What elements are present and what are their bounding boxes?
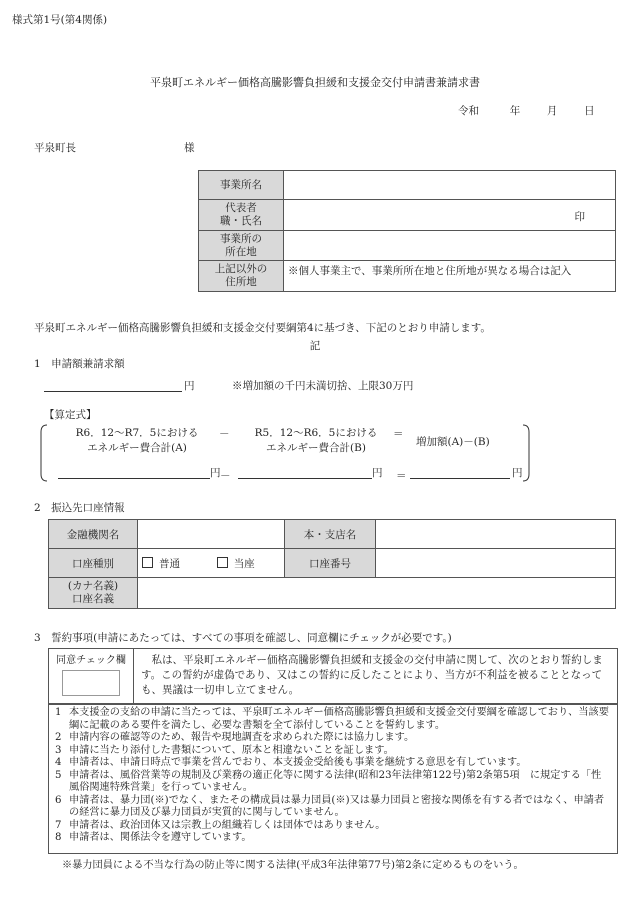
pledge-items-box [48,704,618,854]
date-day: 日 [584,105,595,117]
result-input[interactable] [410,478,510,479]
agree-label: 同意チェック欄 [56,655,126,666]
date-year: 年 [509,105,521,117]
amount-yen: 円 [184,380,195,392]
bracket-right [522,424,530,482]
intro-text: 平泉町エネルギー価格高騰影響負担緩和支援金交付要綱第4に基づき、下記のとおり申請します。 [34,322,491,334]
section3-heading: 3 誓約事項(申請にあたっては、すべての事項を確認し、同意欄にチェックが必要です。) [34,632,452,644]
result-label: 増加額(A)－(B) [416,436,490,448]
formula-title: 【算定式】 [44,409,97,421]
equals-sign: ＝ [393,428,404,440]
field-account-type [138,549,285,578]
result-yen: 円 [512,467,523,479]
list-item: 3 申請に当たり添付した書類について、原本と相違ないことを証します。 [55,744,394,756]
agree-checkbox[interactable] [62,670,120,696]
field-bank-name[interactable] [138,520,285,549]
seal-mark: 印 [574,211,585,223]
ki-mark: 記 [309,340,321,352]
label-bank-name: 金融機関名 [49,520,138,549]
date-month: 月 [546,105,558,117]
page-title: 平泉町エネルギー価格高騰影響負担緩和支援金交付申請書兼請求書 [150,76,480,89]
addressee-name: 平泉町長 [34,142,76,154]
amount-note: ※増加額の千円未満切捨、上限30万円 [232,380,414,392]
addressee-honorific: 様 [184,142,195,154]
minus-sign: － [219,428,230,440]
list-item: 4 申請者は、申請日時点で事業を営んでおり、本支援金受給後も事業を継続する意思を有しています。 [55,757,527,768]
label-office-address: 事業所の 所在地 [199,231,284,261]
field-representative[interactable] [284,200,616,231]
label-branch-name: 本・支店名 [285,520,376,549]
term-a-yen: 円 [210,467,221,479]
term-b-input[interactable] [238,478,372,479]
form-number: 様式第1号(第4関係) [12,14,108,26]
field-home-address[interactable]: ※個人事業主で、事業所所在地と住所地が異なる場合は記入 [284,261,616,292]
label-account-number: 口座番号 [285,549,376,578]
term-a-label: R6．12〜R7．5における エネルギー費合計(A) [75,427,199,454]
pledge-box [48,648,618,704]
equals-sign-2: ＝ [396,470,407,482]
bank-table [48,519,616,609]
term-a-input[interactable] [58,478,210,479]
field-account-holder[interactable] [138,578,616,609]
field-branch-name[interactable] [376,520,616,549]
footnote: ※暴力団員による不当な行為の防止等に関する法律(平成3年法律第77号)第2条に定めるものをいう。 [62,860,524,871]
checkbox-futsu[interactable] [142,557,153,568]
date-line [458,103,595,118]
label-account-type: 口座種別 [49,549,138,578]
list-item: 1 本支援金の支給の申請に当たっては、平泉町エネルギー価格高騰影響負担緩和支援金交付要綱を確認しており、当該要綱に記載のある要件を満たし、必要な書類を全て添付していることを誓約します。 [55,707,609,731]
minus-sign-2: － [220,470,231,482]
option-toza[interactable]: 当座 [217,558,255,570]
date-era: 令和 [458,105,479,117]
list-item: 8 申請者は、関係法令を遵守しています。 [55,832,252,843]
list-item: 2 申請内容の確認等のため、報告や現地調査を求められた際には協力します。 [55,732,415,743]
term-b-label: R5．12〜R6．5における エネルギー費合計(B) [254,427,378,454]
list-item: 7 申請者は、政治団体又は宗教上の組織若しくは団体ではありません。 [55,819,386,831]
list-item: 5 申請者は、風俗営業等の規制及び業務の適正化等に関する法律(昭和23年法律第122号)第2条第5項 に規定する「性風俗関連特殊営業」を行っていません。 [55,769,602,793]
label-home-address: 上記以外の 住所地 [199,261,284,292]
label-representative: 代表者 職・氏名 [199,200,284,231]
agree-cell [49,649,134,703]
section2-heading: 2 振込先口座情報 [34,502,125,514]
pledge-text: 私は、平泉町エネルギー価格高騰影響負担緩和支援金の交付申請に関して、次のとおり誓約します。この誓約が虚偽であり、又はこの誓約に反したことにより、当方が不利益を被ることとなっても、異議は一切申し立てません。 [141,654,603,696]
pledge-items [49,705,617,845]
field-account-number[interactable] [376,549,616,578]
label-office-name: 事業所名 [199,171,284,200]
label-account-holder: (カナ名義) 口座名義 [49,578,138,609]
field-office-address[interactable] [284,231,616,261]
field-office-name[interactable] [284,171,616,200]
checkbox-toza[interactable] [217,557,228,568]
option-futsu[interactable]: 普通 [142,558,180,570]
applicant-table [198,170,616,292]
section1-heading: 1 申請額兼請求額 [34,358,125,370]
list-item: 6 申請者は、暴力団(※)でなく、またその構成員は暴力団員(※)又は暴力団員と密接な関係を有する者ではなく、申請者の経営に暴力団及び暴力団員が実質的に関与していません。 [55,794,605,818]
term-b-yen: 円 [372,467,383,479]
amount-line[interactable] [44,391,182,392]
bracket-left [40,424,48,482]
